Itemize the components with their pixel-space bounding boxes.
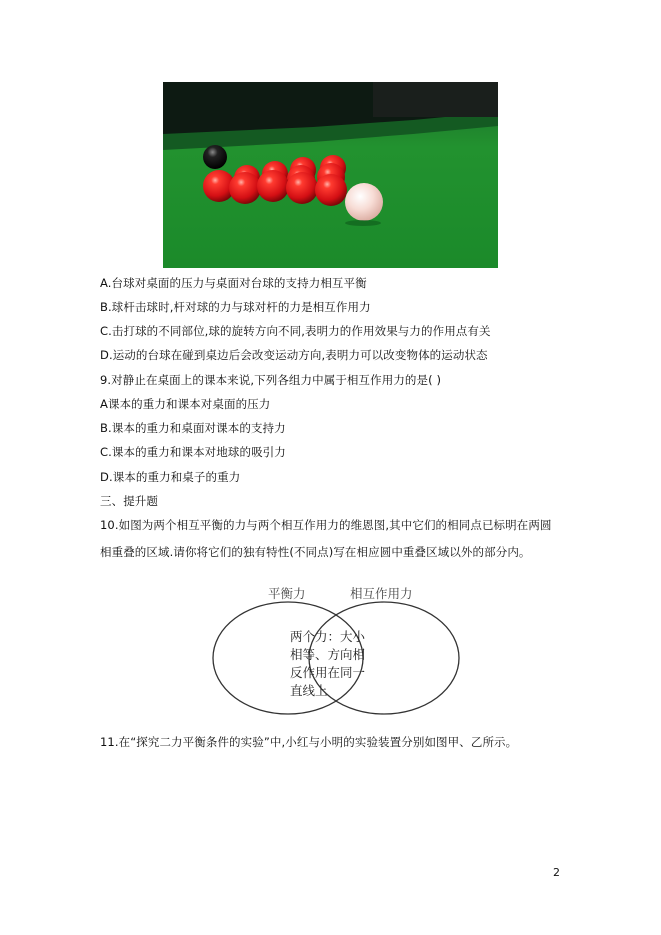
q9-option-b: B.课本的重力和桌面对课本的支持力 xyxy=(100,421,286,435)
q8-option-d: D.运动的台球在碰到桌边后会改变运动方向,表明力可以改变物体的运动状态 xyxy=(100,348,488,362)
page-number: 2 xyxy=(553,866,560,879)
q9-option-c: C.课本的重力和课本对地球的吸引力 xyxy=(100,445,286,459)
q8-option-b: B.球杆击球时,杆对球的力与球对杆的力是相互作用力 xyxy=(100,300,371,314)
q10-line-1: 10.如图为两个相互平衡的力与两个相互作用力的维恩图,其中它们的相同点已标明在两圆 xyxy=(100,518,552,532)
q8-option-c: C.击打球的不同部位,球的旋转方向不同,表明力的作用效果与力的作用点有关 xyxy=(100,324,491,338)
q9-stem: 9.对静止在桌面上的课本来说,下列各组力中属于相互作用力的是( ) xyxy=(100,373,442,387)
venn-overlap-line-2: 相等、方向相 xyxy=(290,647,366,662)
venn-overlap-line-3: 反作用在同一 xyxy=(290,665,366,680)
q9-option-a: A课本的重力和课本对桌面的压力 xyxy=(100,397,271,411)
venn-overlap-line-4: 直线上 xyxy=(290,683,328,698)
q10-line-2: 相重叠的区域.请你将它们的独有特性(不同点)写在相应圆中重叠区域以外的部分内。 xyxy=(100,545,531,559)
billiard-balls-photo xyxy=(163,82,498,268)
q9-option-d: D.课本的重力和桌子的重力 xyxy=(100,470,241,484)
venn-overlap-line-1: 两个力：大小 xyxy=(290,629,366,644)
q8-option-a: A.台球对桌面的压力与桌面对台球的支持力相互平衡 xyxy=(100,276,367,290)
venn-right-label: 相互作用力 xyxy=(350,586,413,601)
venn-left-label: 平衡力 xyxy=(268,586,306,601)
q11-text: 11.在“探究二力平衡条件的实验”中,小红与小明的实验装置分别如图甲、乙所示。 xyxy=(100,735,518,749)
venn-diagram xyxy=(210,584,460,718)
section-heading: 三、提升题 xyxy=(100,494,158,508)
